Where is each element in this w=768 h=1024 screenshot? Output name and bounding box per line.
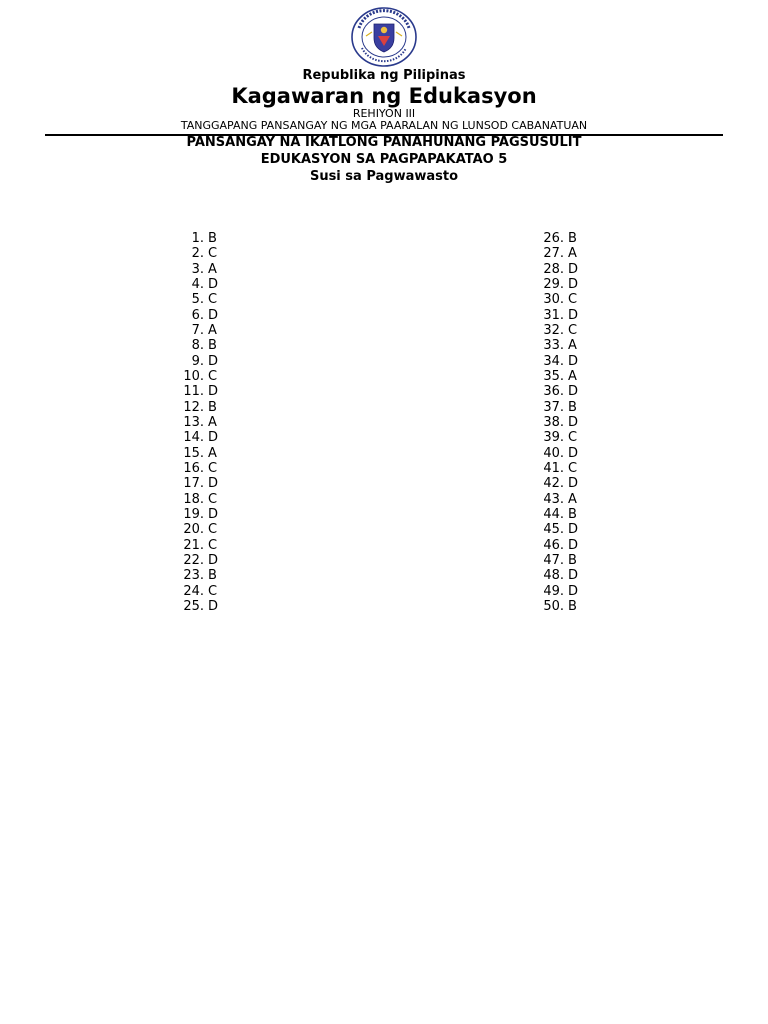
answer-letter: D [208, 430, 219, 446]
answer-item [160, 430, 230, 445]
answer-item [160, 231, 230, 246]
question-number: 40. [543, 445, 564, 461]
answer-item [520, 446, 590, 461]
question-number: 26. [543, 231, 564, 246]
answer-letter: D [208, 276, 219, 292]
answer-letter: B [208, 399, 217, 415]
question-number: 8. [191, 338, 204, 354]
question-number: 46. [543, 537, 564, 553]
question-number: 45. [543, 522, 564, 538]
answer-letter: C [568, 292, 578, 308]
answer-letter: C [208, 491, 218, 507]
answer-item [520, 354, 590, 369]
deped-seal-icon [350, 6, 418, 68]
question-number: 7. [191, 322, 204, 338]
question-number: 47. [543, 552, 564, 568]
answer-letter: D [208, 476, 219, 492]
answer-letter: D [208, 506, 219, 522]
answer-letter: C [208, 368, 218, 384]
answer-letter: D [568, 307, 579, 323]
answer-item [520, 584, 590, 599]
rehiyon-label: REHIYON III [352, 107, 416, 120]
republika-heading: Republika ng Pilipinas [302, 68, 466, 83]
question-number: 30. [543, 292, 564, 308]
answer-letter: C [208, 460, 218, 476]
question-number: 37. [543, 399, 564, 415]
question-number: 16. [183, 460, 204, 476]
answer-item [520, 384, 590, 399]
answer-letter: D [568, 522, 579, 538]
answer-letter: D [568, 353, 579, 369]
question-number: 42. [543, 476, 564, 492]
answer-item [160, 553, 230, 568]
question-number: 19. [183, 506, 204, 522]
question-number: 44. [543, 506, 564, 522]
question-number: 36. [543, 384, 564, 400]
question-number: 32. [543, 322, 564, 338]
question-number: 2. [191, 246, 204, 262]
answer-item [160, 323, 230, 338]
question-number: 39. [543, 430, 564, 446]
answer-item [160, 338, 230, 353]
question-number: 28. [543, 261, 564, 277]
answer-item [160, 446, 230, 461]
answer-item [520, 246, 590, 261]
answer-item [520, 415, 590, 430]
answer-letter: C [568, 430, 578, 446]
question-number: 21. [183, 537, 204, 553]
answer-letter: B [568, 552, 577, 568]
answer-item [520, 262, 590, 277]
answer-letter: B [568, 231, 577, 246]
question-number: 25. [183, 598, 204, 614]
question-number: 4. [191, 276, 204, 292]
answer-item [520, 599, 590, 614]
answer-letter: C [568, 322, 578, 338]
answer-item [160, 492, 230, 507]
answer-item [520, 476, 590, 491]
answer-letter: D [568, 276, 579, 292]
answer-letter: A [568, 491, 577, 507]
question-number: 15. [183, 445, 204, 461]
answer-column-left [160, 231, 230, 614]
answer-item [520, 507, 590, 522]
answer-item [520, 568, 590, 583]
answer-item [160, 522, 230, 537]
answer-item [160, 415, 230, 430]
answer-letter: D [568, 445, 579, 461]
answer-letter: C [208, 583, 218, 599]
kagawaran-heading: Kagawaran ng Edukasyon [231, 84, 537, 108]
answer-letter: A [568, 368, 577, 384]
question-number: 24. [183, 583, 204, 599]
answer-item [520, 400, 590, 415]
question-number: 43. [543, 491, 564, 507]
question-number: 5. [191, 292, 204, 308]
question-number: 12. [183, 399, 204, 415]
answer-item [160, 277, 230, 292]
answer-letter: D [568, 384, 579, 400]
subject-title: EDUKASYON SA PAGPAPAKATAO 5 [260, 152, 508, 167]
answer-item [160, 584, 230, 599]
answer-letter: A [208, 261, 217, 277]
question-number: 31. [543, 307, 564, 323]
question-number: 29. [543, 276, 564, 292]
answer-letter: D [208, 384, 219, 400]
answer-letter: B [568, 506, 577, 522]
answer-letter: C [208, 292, 218, 308]
answer-item [160, 476, 230, 491]
question-number: 23. [183, 568, 204, 584]
answer-letter: D [208, 552, 219, 568]
answer-item [520, 231, 590, 246]
question-number: 38. [543, 414, 564, 430]
answer-letter: C [208, 522, 218, 538]
answer-item [520, 369, 590, 384]
answer-column-right [520, 231, 590, 614]
answer-letter: D [208, 353, 219, 369]
answer-letter: C [568, 460, 578, 476]
answer-letter: A [208, 445, 217, 461]
question-number: 22. [183, 552, 204, 568]
question-number: 17. [183, 476, 204, 492]
question-number: 27. [543, 246, 564, 262]
answer-item [520, 430, 590, 445]
question-number: 1. [191, 231, 204, 246]
question-number: 6. [191, 307, 204, 323]
answer-item [520, 338, 590, 353]
answer-item [520, 292, 590, 307]
answer-letter: A [208, 322, 217, 338]
question-number: 10. [183, 368, 204, 384]
answer-letter: A [568, 246, 577, 262]
answer-letter: C [208, 537, 218, 553]
answer-item [520, 492, 590, 507]
answer-item [520, 538, 590, 553]
answer-letter: C [208, 246, 218, 262]
answer-letter: B [208, 568, 217, 584]
answer-item [160, 292, 230, 307]
answer-item [160, 384, 230, 399]
answer-letter: D [208, 598, 219, 614]
answer-letter: D [568, 261, 579, 277]
answer-letter: B [568, 399, 577, 415]
answer-item [520, 277, 590, 292]
office-label: TANGGAPANG PANSANGAY NG MGA PAARALAN NG LUNSOD CABANATUAN [180, 119, 588, 132]
question-number: 48. [543, 568, 564, 584]
question-number: 20. [183, 522, 204, 538]
question-number: 11. [183, 384, 204, 400]
question-number: 41. [543, 460, 564, 476]
answer-letter: D [208, 307, 219, 323]
answer-item [160, 568, 230, 583]
answer-item [160, 369, 230, 384]
answer-letter: D [568, 476, 579, 492]
answer-letter: D [568, 583, 579, 599]
answer-key-title: Susi sa Pagwawasto [309, 169, 459, 184]
answer-item [520, 522, 590, 537]
answer-letter: A [208, 414, 217, 430]
question-number: 34. [543, 353, 564, 369]
question-number: 50. [543, 598, 564, 614]
answer-item [160, 246, 230, 261]
answer-item [520, 308, 590, 323]
answer-item [160, 507, 230, 522]
answer-letter: B [208, 231, 217, 246]
question-number: 49. [543, 583, 564, 599]
exam-title: PANSANGAY NA IKATLONG PANAHUNANG PAGSUSULIT [186, 135, 582, 150]
answer-item [520, 323, 590, 338]
question-number: 18. [183, 491, 204, 507]
question-number: 9. [191, 353, 204, 369]
answer-letter: B [568, 598, 577, 614]
answer-item [160, 400, 230, 415]
answer-item [160, 599, 230, 614]
answer-letter: D [568, 414, 579, 430]
answer-item [520, 553, 590, 568]
answer-item [160, 461, 230, 476]
answer-letter: D [568, 537, 579, 553]
answer-item [160, 308, 230, 323]
question-number: 3. [191, 261, 204, 277]
question-number: 33. [543, 338, 564, 354]
question-number: 35. [543, 368, 564, 384]
answer-item [520, 461, 590, 476]
answer-letter: D [568, 568, 579, 584]
question-number: 13. [183, 414, 204, 430]
question-number: 14. [183, 430, 204, 446]
answer-item [160, 538, 230, 553]
answer-letter: A [568, 338, 577, 354]
answer-item [160, 262, 230, 277]
answer-item [160, 354, 230, 369]
answer-letter: B [208, 338, 217, 354]
